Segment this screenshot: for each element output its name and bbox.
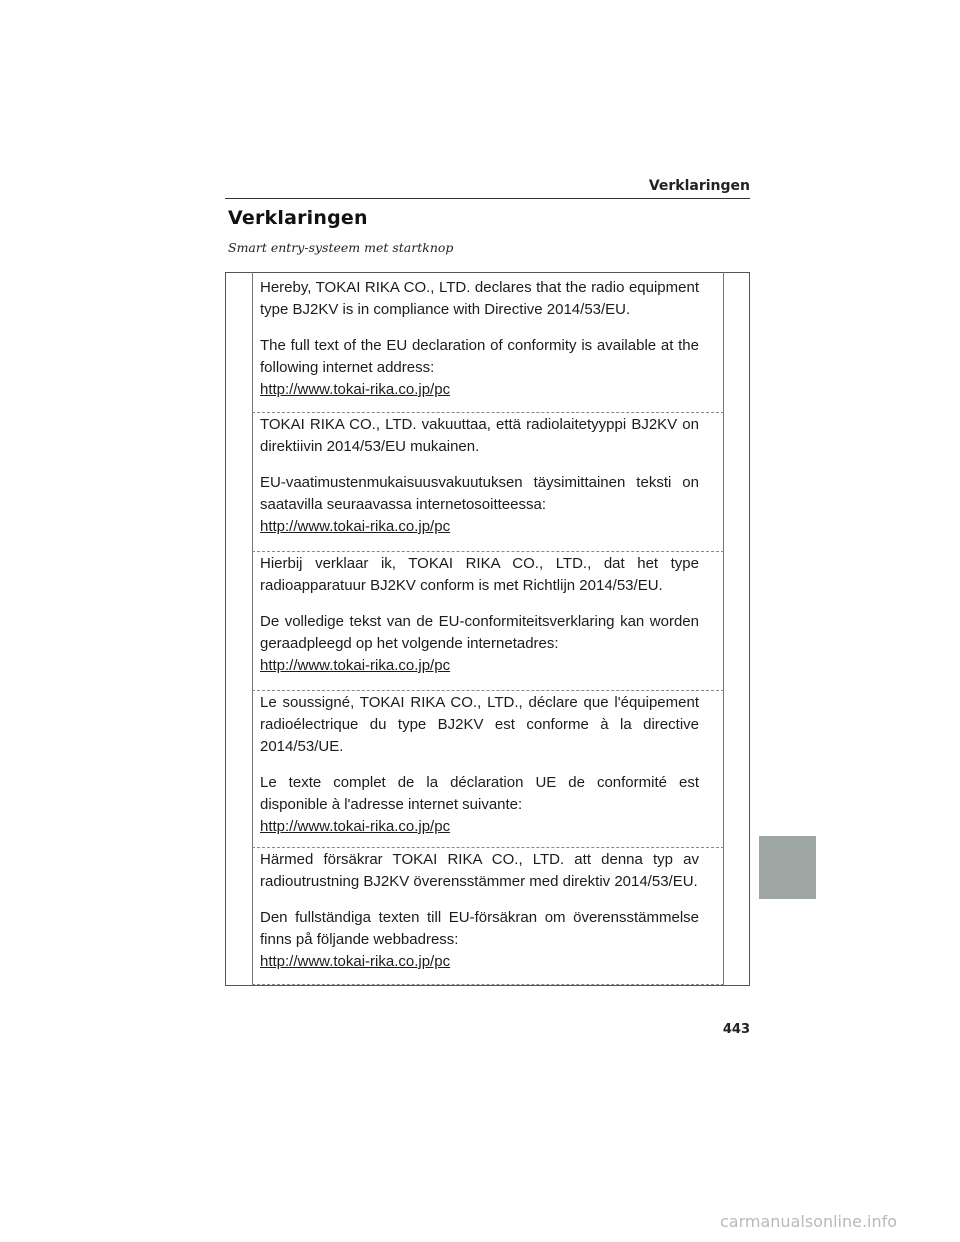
declaration-block-dutch <box>252 553 724 691</box>
declaration-statement: Le soussigné, TOKAI RIKA CO., LTD., déclare que l'équipement radioélectrique du type BJ2KV est conforme à la directive 2014/53/UE. <box>260 694 699 755</box>
chapter-thumb-tab <box>759 836 816 899</box>
watermark-text: carmanualsonline.info <box>720 1212 898 1231</box>
page-number: 443 <box>722 1022 750 1037</box>
declaration-availability: De volledige tekst van de EU-conformiteitsverklaring kan worden geraadpleegd op het volgende internetadres: <box>260 613 699 652</box>
declaration-block-english <box>252 277 724 413</box>
declaration-link[interactable]: http://www.tokai-rika.co.jp/pc <box>260 381 451 398</box>
declaration-availability: Le texte complet de la déclaration UE de conformité est disponible à l'adresse internet suivante: <box>260 774 699 813</box>
declaration-link[interactable]: http://www.tokai-rika.co.jp/pc <box>260 518 451 535</box>
header-rule <box>225 198 750 199</box>
declaration-block-finnish <box>252 414 724 552</box>
declaration-statement: Hierbij verklaar ik, TOKAI RIKA CO., LTD., dat het type radioapparatuur BJ2KV conform is met Richtlijn 2014/53/EU. <box>260 555 699 594</box>
declaration-availability: EU-vaatimustenmukaisuusvakuutuksen täysimittainen teksti on saatavilla seuraavassa internetosoitteessa: <box>260 474 699 513</box>
declaration-link[interactable]: http://www.tokai-rika.co.jp/pc <box>260 818 451 835</box>
declaration-statement: Hereby, TOKAI RIKA CO., LTD. declares that the radio equipment type BJ2KV is in compliance with Directive 2014/53/EU. <box>260 279 699 318</box>
declaration-block-french <box>252 692 724 848</box>
declaration-statement: Härmed försäkrar TOKAI RIKA CO., LTD. att denna typ av radioutrustning BJ2KV överensstämmer med direktiv 2014/53/EU. <box>260 851 699 890</box>
running-header-title: Verklaringen <box>648 178 750 194</box>
page-subtitle: Smart entry-systeem met startknop <box>228 240 454 255</box>
declaration-availability: The full text of the EU declaration of conformity is available at the following internet address: <box>260 337 699 376</box>
page-title: Verklaringen <box>228 207 368 229</box>
declaration-statement: TOKAI RIKA CO., LTD. vakuuttaa, että radiolaitetyyppi BJ2KV on direktiivin 2014/53/EU mukainen. <box>260 416 699 455</box>
declaration-link[interactable]: http://www.tokai-rika.co.jp/pc <box>260 953 451 970</box>
declaration-block-swedish <box>252 849 724 985</box>
declaration-link[interactable]: http://www.tokai-rika.co.jp/pc <box>260 657 451 674</box>
declaration-availability: Den fullständiga texten till EU-försäkran om överensstämmelse finns på följande webbadress: <box>260 909 699 948</box>
